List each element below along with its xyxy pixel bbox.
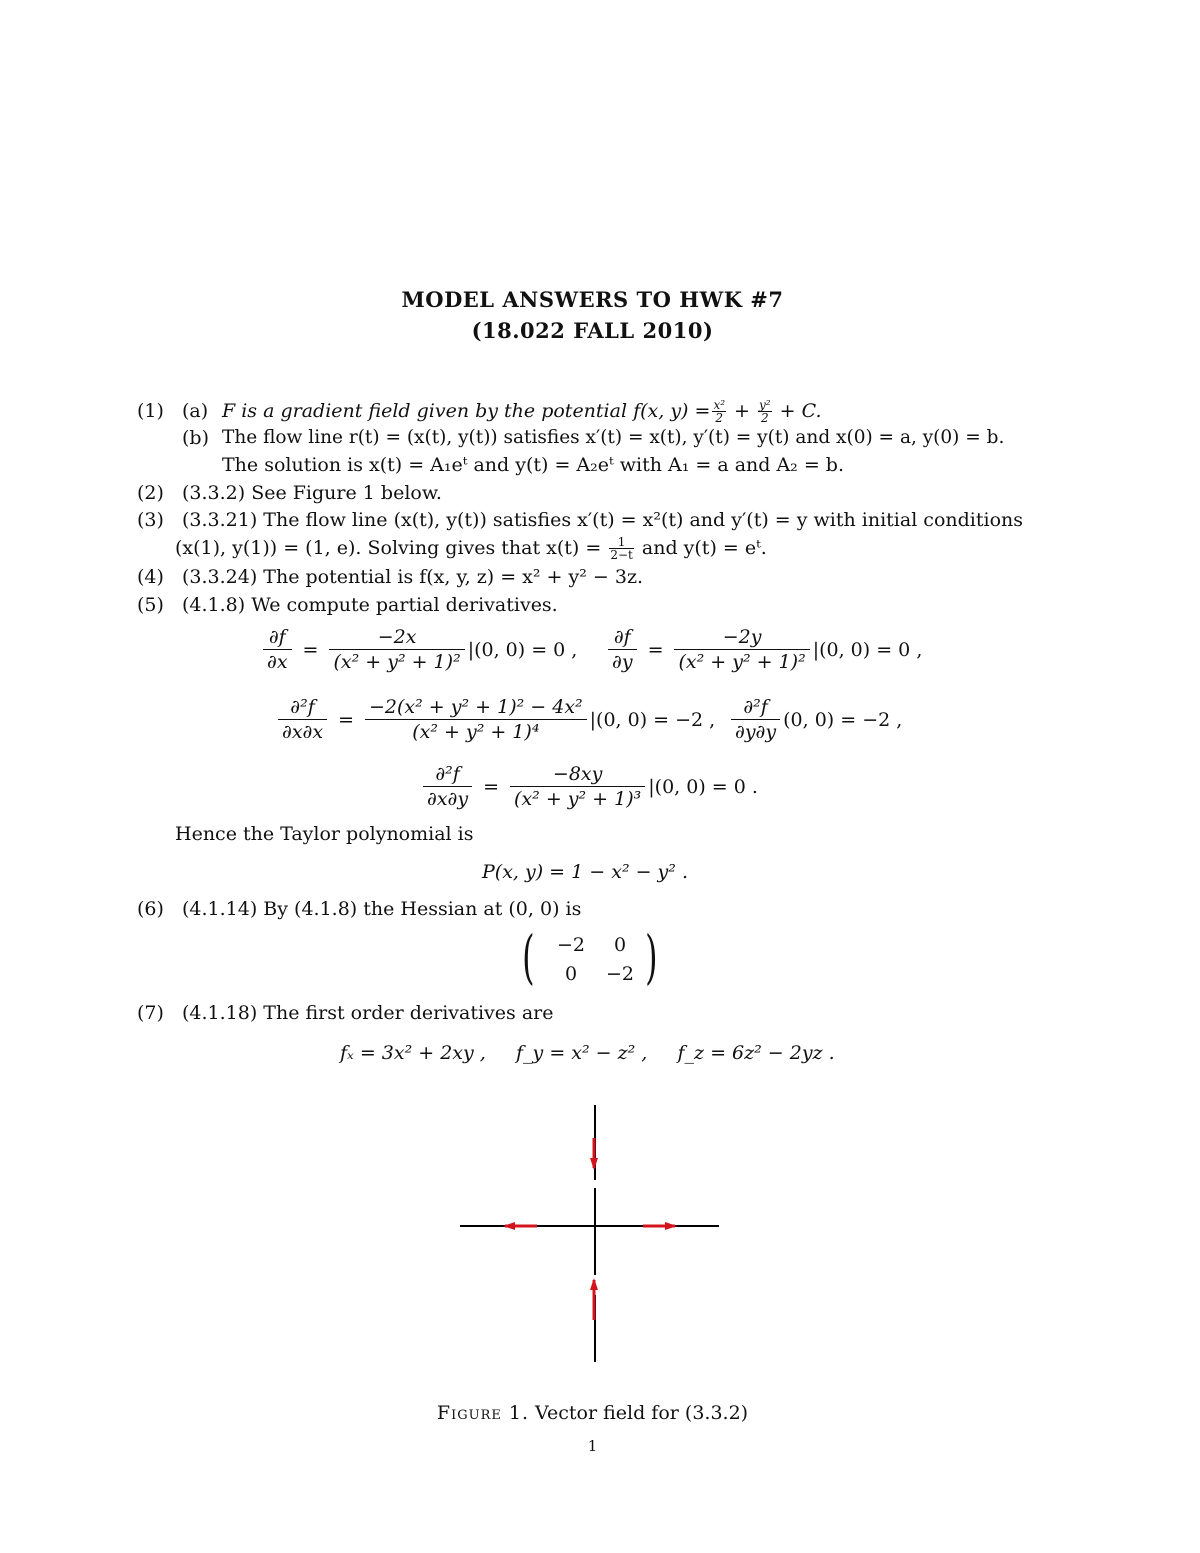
hessian-matrix [522, 923, 660, 991]
matrix-cell: 0 [564, 963, 578, 985]
problem-3-initial-conditions: (x(1), y(1)) = (1, e). Solving gives that x(t) = [175, 537, 608, 559]
problem-6-text: (4.1.14) By (4.1.8) the Hessian at (0, 0) is [182, 898, 582, 920]
fraction-denominator: ∂x∂y [427, 788, 469, 810]
problem-5-text: (4.1.8) We compute partial derivatives. [182, 594, 558, 616]
fraction-denominator: (x² + y² + 1)⁴ [412, 721, 540, 743]
equation-tail: |(0, 0) = 0 , [812, 638, 923, 661]
problem-1a-label: (a) [182, 400, 209, 422]
problem-3-text: (3.3.21) The flow line (x(t), y(t)) satisfies x′(t) = x²(t) and y′(t) = y with initial conditions [182, 509, 1024, 531]
fraction-1-over-2-minus-t [609, 536, 634, 561]
fraction-denominator: 2 [760, 410, 769, 425]
fraction-d2f-dydy [731, 695, 780, 744]
plus-sign: + [728, 400, 757, 422]
fraction-numerator: −2y [674, 625, 809, 650]
problem-7-number: (7) [137, 1002, 164, 1024]
vector-arrows [503, 1138, 677, 1320]
vector-field-figure [455, 1100, 725, 1365]
problem-6-number: (6) [137, 898, 164, 920]
equals-sign: = [483, 775, 500, 798]
fraction-df-dy [608, 625, 637, 674]
problem-4-number: (4) [137, 566, 164, 588]
fraction-denominator: 2 [715, 410, 724, 425]
problem-4-text: (3.3.24) The potential is f(x, y, z) = x² + y² − 3z. [182, 566, 644, 588]
right-paren: ) [645, 923, 658, 991]
page-title: MODEL ANSWERS TO HWK #7 [401, 287, 784, 312]
fraction-numerator: ∂f [263, 625, 292, 650]
fraction-denominator: ∂x [267, 651, 288, 673]
arrow-left-head [503, 1222, 515, 1230]
fraction-d2f-dxdy [423, 762, 472, 811]
fraction-numerator: 1 [609, 536, 634, 549]
equation-df-dx [260, 625, 577, 674]
fraction-denominator: (x² + y² + 1)² [678, 651, 806, 673]
fraction-rhs [674, 625, 809, 674]
fraction-denominator: ∂y [612, 651, 633, 673]
fraction-denominator: ∂y∂y [735, 721, 777, 743]
matrix-cell: −2 [605, 963, 634, 985]
equals-sign: = [647, 638, 664, 661]
matrix-cell: −2 [556, 934, 585, 956]
equation-tail: |(0, 0) = −2 , [589, 708, 716, 731]
equation-tail: |(0, 0) = 0 . [648, 775, 758, 798]
fraction-denominator: ∂x∂x [282, 721, 324, 743]
figure-caption [0, 1402, 1185, 1424]
fraction-d2f-dxdx [278, 695, 327, 744]
problem-1a-text [222, 398, 822, 424]
equation-d2f-dxdy [420, 762, 758, 811]
problem-5-number: (5) [137, 594, 164, 616]
figure-caption-label: Figure 1. [436, 1402, 530, 1424]
fraction-numerator: x² [713, 397, 726, 412]
arrow-up-head [590, 1158, 598, 1170]
equals-sign: = [338, 708, 355, 731]
equation-d2f-dxdx [275, 695, 715, 744]
problem-1b-text: The flow line r(t) = (x(t), y(t)) satisfies x′(t) = x(t), y′(t) = y(t) and x(0) = a, y(0) = b. [222, 427, 1005, 448]
page-number: 1 [587, 1437, 598, 1455]
fraction-numerator: −8xy [510, 762, 645, 787]
fraction-x2-over-2 [712, 399, 726, 424]
fraction-y2-over-2 [758, 399, 772, 424]
figure-caption-text: Vector field for (3.3.2) [529, 1402, 749, 1424]
fraction-df-dx [263, 625, 292, 674]
fraction-denominator: (x² + y² + 1)² [333, 651, 461, 673]
equals-sign: = [302, 638, 319, 661]
fraction-numerator: ∂f [608, 625, 637, 650]
hence-text: Hence the Taylor polynomial is [175, 823, 474, 845]
problem-2-number: (2) [137, 482, 164, 504]
fraction-numerator: ∂²f [731, 695, 780, 720]
equation-tail: (0, 0) = −2 , [783, 708, 903, 731]
problem-7-text: (4.1.18) The first order derivatives are [182, 1002, 554, 1024]
problem-1-number: (1) [137, 400, 164, 422]
problem-1a-end: + C. [773, 400, 822, 422]
problem-1b-label: (b) [182, 427, 209, 449]
fraction-numerator: −2x [329, 625, 464, 650]
fraction-numerator: −2(x² + y² + 1)² − 4x² [365, 695, 587, 720]
taylor-polynomial: P(x, y) = 1 − x² − y² . [482, 861, 688, 883]
page-subtitle: (18.022 FALL 2010) [471, 318, 714, 343]
first-order-derivatives: fₓ = 3x² + 2xy , f_y = x² − z² , f_z = 6z² − 2yz . [340, 1042, 835, 1064]
equation-tail: |(0, 0) = 0 , [467, 638, 578, 661]
matrix-cell: 0 [613, 934, 627, 956]
problem-2-text: (3.3.2) See Figure 1 below. [182, 482, 442, 504]
equation-df-dy [605, 625, 922, 674]
problem-1b-solution: The solution is x(t) = A₁eᵗ and y(t) = A₂eᵗ with A₁ = a and A₂ = b. [222, 454, 844, 476]
fraction-denominator: (x² + y² + 1)³ [514, 788, 642, 810]
problem-1a-statement: F is a gradient field given by the potential f(x, y) = [222, 400, 711, 422]
arrow-down-head [590, 1278, 598, 1290]
left-paren: ( [522, 923, 535, 991]
fraction-denominator: 2−t [610, 547, 633, 562]
fraction-rhs [365, 695, 587, 744]
problem-3-number: (3) [137, 509, 164, 531]
fraction-numerator: ∂²f [278, 695, 327, 720]
problem-3-solution-end: and y(t) = eᵗ. [635, 537, 767, 559]
fraction-numerator: y² [759, 397, 771, 412]
fraction-rhs [329, 625, 464, 674]
problem-3-text-line2 [175, 535, 767, 561]
arrow-right-head [665, 1222, 677, 1230]
fraction-rhs [510, 762, 645, 811]
fraction-numerator: ∂²f [423, 762, 472, 787]
equation-d2f-dydy [728, 695, 902, 744]
